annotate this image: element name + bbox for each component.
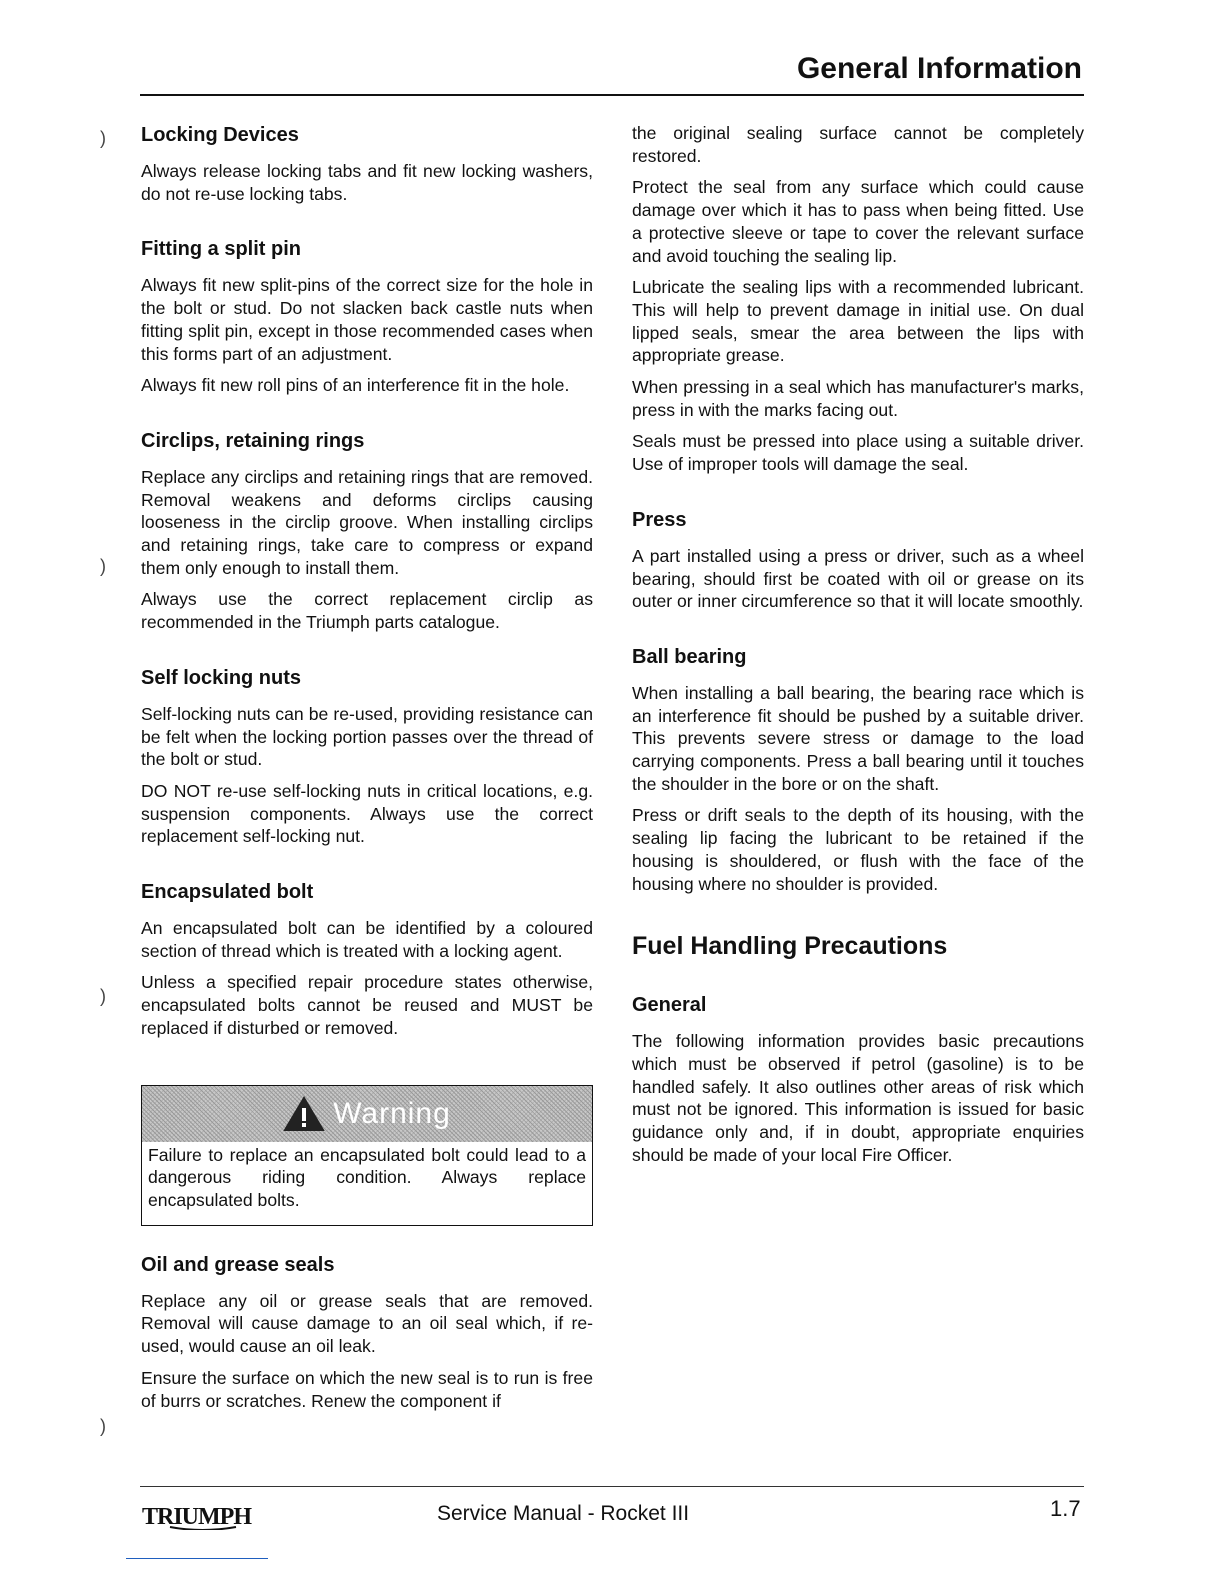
warning-text: Failure to replace an encapsulated bolt could lead to a dangerous riding condition. Always replace encapsulated bolts. bbox=[148, 1144, 586, 1210]
paragraph: DO NOT re-use self-locking nuts in critical locations, e.g. suspension components. Always use the correct replacement self-locking nut. bbox=[141, 780, 593, 847]
paragraph: Always fit new split-pins of the correct size for the hole in the bolt or stud. Do not slacken back castle nuts when fitting split pin, except in those recommended cases when this forms part of an adjustment. bbox=[141, 275, 593, 364]
binding-mark: ) bbox=[100, 556, 106, 576]
warning-banner bbox=[142, 1086, 592, 1142]
binding-mark: ) bbox=[100, 128, 106, 148]
paragraph: When pressing in a seal which has manufacturer's marks, press in with the marks facing out. bbox=[632, 377, 1084, 420]
link-underline bbox=[126, 1558, 268, 1559]
paragraph: Replace any oil or grease seals that are removed. Removal will cause damage to an oil seal which, if re-used, would cause an oil leak. bbox=[141, 1290, 593, 1357]
paragraph: When installing a ball bearing, the bearing race which is an interference fit should be pushed by a suitable driver. This prevents severe stress or damage to the load carrying components. Press a ball bearing until it touches the shoulder in the bore or on the shaft. bbox=[632, 682, 1084, 794]
triumph-logo bbox=[140, 1500, 264, 1530]
warning-triangle-icon bbox=[283, 1096, 325, 1132]
warning-box bbox=[141, 1085, 593, 1226]
paragraph: A part installed using a press or driver, such as a wheel bearing, should first be coated with oil or grease on its outer or inner circumference so that it will locate smoothly. bbox=[632, 545, 1084, 612]
right-column bbox=[632, 122, 1084, 1176]
paragraph: The following information provides basic precautions which must be observed if petrol (gasoline) is to be handled safely. It also outlines other areas of risk which must not be ignored. This information is issued for basic guidance only and, if in doubt, appropriate enquiries should be made of your local Fire Officer. bbox=[632, 1031, 1084, 1165]
header-divider bbox=[140, 94, 1084, 96]
section-heading-oil-grease-seals: Oil and grease seals bbox=[141, 1253, 335, 1276]
left-column bbox=[141, 122, 593, 1421]
paragraph: Always release locking tabs and fit new locking washers, do not re-use locking tabs. bbox=[141, 161, 593, 204]
warning-title: Warning bbox=[333, 1096, 451, 1130]
subheading-general: General bbox=[632, 994, 707, 1017]
paragraph: Seals must be pressed into place using a suitable driver. Use of improper tools will damage the seal. bbox=[632, 431, 1084, 475]
logo-text: TRIUMPH bbox=[142, 1504, 251, 1530]
binding-mark: ) bbox=[100, 1416, 106, 1436]
paragraph: Replace any circlips and retaining rings that are removed. Removal weakens and deforms circlips causing looseness in the circlip groove. When installing circlips and retaining rings, take care to compress or expand them only enough to install them. bbox=[141, 466, 593, 578]
section-heading-self-locking-nuts: Self locking nuts bbox=[141, 666, 302, 689]
footer-divider bbox=[140, 1486, 1084, 1487]
paragraph: Unless a specified repair procedure states otherwise, encapsulated bolts cannot be reused and MUST be replaced if disturbed or removed. bbox=[141, 972, 593, 1038]
paragraph: Lubricate the sealing lips with a recommended lubricant. This will help to prevent damage in initial use. On dual lipped seals, smear the area between the lips with appropriate grease. bbox=[632, 277, 1084, 366]
paragraph: Ensure the surface on which the new seal is to run is free of burrs or scratches. Renew the component if bbox=[141, 1367, 593, 1411]
paragraph: An encapsulated bolt can be identified by a coloured section of thread which is treated with a locking agent. bbox=[141, 918, 593, 961]
paragraph: Always use the correct replacement circlip as recommended in the Triumph parts catalogue. bbox=[141, 589, 593, 633]
paragraph: Always fit new roll pins of an interference fit in the hole. bbox=[141, 375, 570, 396]
section-heading-ball-bearing: Ball bearing bbox=[632, 645, 747, 668]
section-heading-split-pin: Fitting a split pin bbox=[141, 238, 301, 261]
section-heading-press: Press bbox=[632, 508, 687, 531]
section-heading-locking-devices: Locking Devices bbox=[141, 124, 299, 146]
page-title: General Information bbox=[796, 52, 1082, 85]
page-number: 1.7 bbox=[1050, 1496, 1081, 1521]
footer-manual-title: Service Manual - Rocket III bbox=[437, 1502, 690, 1525]
section-heading-circlips: Circlips, retaining rings bbox=[141, 429, 365, 452]
section-heading-fuel-handling: Fuel Handling Precautions bbox=[632, 932, 948, 961]
paragraph: Self-locking nuts can be re-used, providing resistance can be felt when the locking portion passes over the thread of the bolt or stud. bbox=[141, 703, 593, 770]
paragraph: Protect the seal from any surface which could cause damage over which it has to pass when being fitted. Use a protective sleeve or tape to cover the relevant surface and avoid touching the sealing lip. bbox=[632, 177, 1084, 266]
paragraph: Press or drift seals to the depth of its housing, with the sealing lip facing the lubricant to be retained if the housing is shouldered, or flush with the face of the housing where no shoulder is provided. bbox=[632, 805, 1084, 894]
binding-mark: ) bbox=[100, 986, 106, 1006]
paragraph: the original sealing surface cannot be completely restored. bbox=[632, 123, 1084, 166]
section-heading-encapsulated-bolt: Encapsulated bolt bbox=[141, 881, 314, 904]
